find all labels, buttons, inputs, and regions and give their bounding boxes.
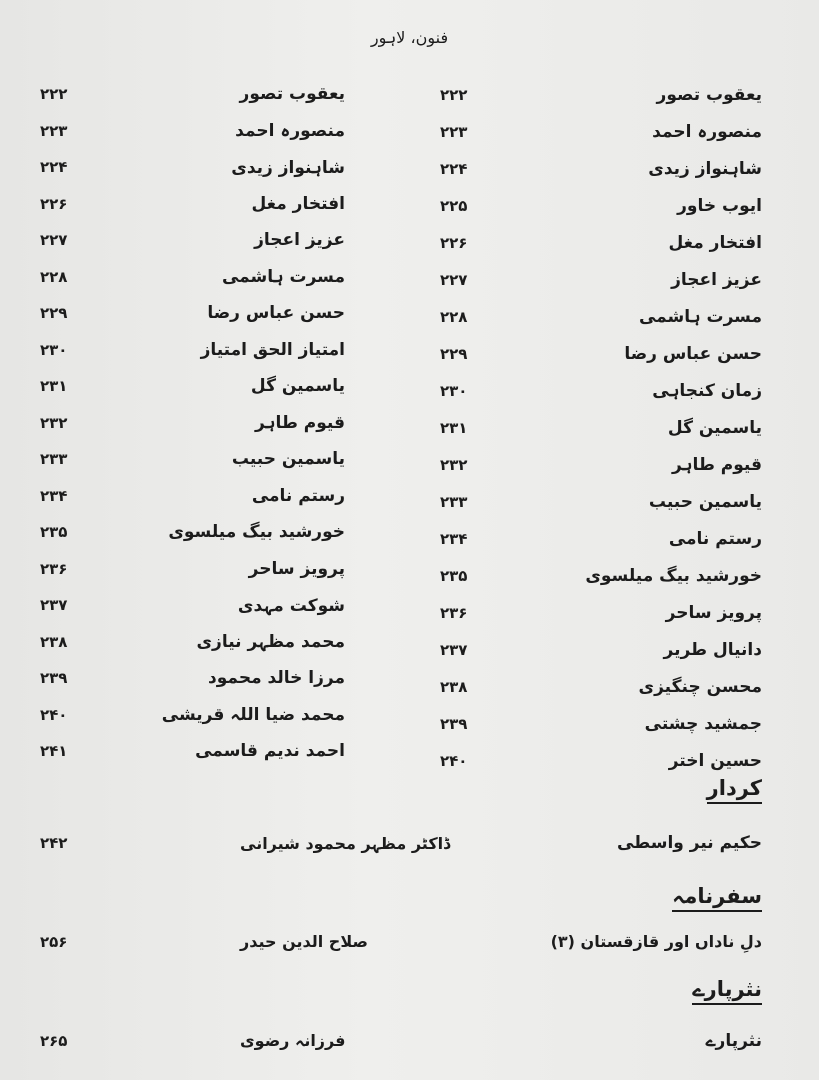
toc-entry bbox=[40, 149, 345, 186]
entry-title: مسرت ہاشمی bbox=[638, 307, 762, 327]
toc-entry bbox=[40, 76, 345, 113]
entry-page: ۲۳۳ bbox=[40, 450, 68, 469]
entry-title: خورشید بیگ میلسوی bbox=[168, 522, 345, 543]
entry-title: حکیم نیر واسطی bbox=[616, 833, 762, 853]
entry-title: دلِ ناداں اور قازقستان (۳) bbox=[550, 932, 762, 951]
toc-right-column bbox=[440, 76, 762, 779]
entry-title: محمد مظہر نیازی bbox=[196, 632, 345, 653]
entry-page: ۲۳۲ bbox=[440, 455, 468, 474]
toc-entry bbox=[40, 186, 345, 223]
entry-title: پرویز ساحر bbox=[248, 558, 345, 579]
entry-title: افتخار مغل bbox=[251, 193, 345, 214]
entry-page: ۲۳۰ bbox=[440, 381, 468, 400]
entry-title: محسن چنگیزی bbox=[638, 676, 762, 697]
entry-title: یاسمین گل bbox=[667, 417, 762, 438]
entry-page: ۲۲۹ bbox=[40, 304, 68, 323]
toc-entry bbox=[440, 705, 762, 742]
section-heading-nasrpare: نثرپارے bbox=[692, 977, 762, 1005]
toc-entry bbox=[440, 335, 762, 372]
entry-title: حسن عباس رضا bbox=[624, 343, 762, 364]
entry-page: ۲۲۶ bbox=[40, 194, 68, 213]
toc-entry bbox=[40, 441, 345, 478]
entry-page: ۲۳۷ bbox=[40, 596, 68, 615]
entry-author: فرزانہ رضوی bbox=[240, 1031, 346, 1050]
entry-title: خورشید بیگ میلسوی bbox=[585, 565, 762, 586]
entry-page: ۲۳۵ bbox=[440, 566, 468, 585]
entry-page: ۲۳۵ bbox=[40, 523, 68, 542]
entry-title: قیوم طاہر bbox=[254, 413, 345, 434]
entry-page: ۲۲۶ bbox=[440, 233, 468, 252]
entry-title: پرویز ساحر bbox=[665, 602, 762, 623]
toc-entry bbox=[40, 624, 345, 661]
entry-page: ۲۲۲ bbox=[40, 85, 68, 104]
entry-title: شوکت مہدی bbox=[237, 595, 345, 616]
entry-title: شاہنواز زیدی bbox=[648, 159, 762, 179]
entry-title: حسین اختر bbox=[668, 750, 762, 771]
toc-entry bbox=[40, 222, 345, 259]
entry-page: ۲۳۳ bbox=[440, 492, 468, 511]
entry-page: ۲۴۰ bbox=[40, 705, 68, 724]
toc-entry bbox=[440, 150, 762, 187]
entry-title: افتخار مغل bbox=[668, 232, 762, 253]
entry-title: ایوب خاور bbox=[677, 195, 762, 216]
toc-entry bbox=[40, 368, 345, 405]
toc-entry bbox=[40, 259, 345, 296]
toc-entry bbox=[40, 660, 345, 697]
entry-page: ۲۲۷ bbox=[440, 270, 468, 289]
entry-title: جمشید چشتی bbox=[644, 713, 762, 734]
running-header: فنون، لاہور bbox=[370, 28, 449, 47]
entry-title: امتیاز الحق امتیاز bbox=[200, 339, 345, 360]
toc-left-column bbox=[40, 76, 345, 770]
entry-page: ۲۶۵ bbox=[40, 1031, 68, 1050]
entry-title: شاہنواز زیدی bbox=[231, 157, 345, 178]
entry-title: منصورہ احمد bbox=[235, 121, 345, 142]
entry-title: قیوم طاہر bbox=[671, 455, 762, 475]
entry-title: رستم نامی bbox=[668, 528, 762, 549]
entry-page: ۲۲۲ bbox=[440, 85, 468, 104]
entry-title: عزیز اعجاز bbox=[671, 269, 762, 290]
section-heading-safarnama: سفرنامہ bbox=[672, 884, 762, 912]
entry-page: ۲۳۰ bbox=[40, 340, 68, 359]
entry-page: ۲۴۲ bbox=[40, 834, 68, 852]
toc-entry bbox=[440, 113, 762, 150]
entry-page: ۲۵۶ bbox=[40, 932, 68, 951]
entry-page: ۲۳۷ bbox=[440, 640, 468, 659]
toc-entry bbox=[40, 405, 345, 442]
entry-author: ڈاکٹر مظہر محمود شیرانی bbox=[240, 833, 451, 853]
entry-page: ۲۳۸ bbox=[40, 632, 68, 651]
toc-entry-nasrpare bbox=[40, 1030, 762, 1051]
entry-page: ۲۲۳ bbox=[440, 122, 468, 141]
entry-page: ۲۳۱ bbox=[440, 418, 468, 437]
entry-author: صلاح الدین حیدر bbox=[240, 932, 368, 951]
toc-entry bbox=[40, 332, 345, 369]
entry-title: مسرت ہاشمی bbox=[221, 267, 345, 288]
entry-title: احمد ندیم قاسمی bbox=[195, 741, 345, 762]
toc-entry bbox=[40, 733, 345, 770]
entry-page: ۲۳۹ bbox=[440, 714, 468, 733]
entry-title: حسن عباس رضا bbox=[207, 303, 345, 324]
entry-page: ۲۲۴ bbox=[440, 159, 468, 178]
toc-entry bbox=[440, 594, 762, 631]
entry-page: ۲۴۰ bbox=[440, 751, 468, 770]
section-heading-kirdar: کردار bbox=[707, 776, 762, 804]
toc-entry-kirdar bbox=[40, 833, 762, 853]
toc-entry bbox=[440, 557, 762, 594]
entry-page: ۲۳۴ bbox=[440, 529, 468, 548]
toc-entry bbox=[440, 446, 762, 483]
toc-entry bbox=[440, 298, 762, 335]
toc-entry bbox=[440, 409, 762, 446]
toc-entry bbox=[440, 668, 762, 705]
entry-title: یعقوب تصور bbox=[656, 84, 762, 105]
entry-page: ۲۳۱ bbox=[40, 377, 68, 396]
toc-entry bbox=[440, 483, 762, 520]
entry-page: ۲۲۸ bbox=[40, 267, 68, 286]
entry-title: رستم نامی bbox=[251, 485, 345, 506]
entry-page: ۲۲۸ bbox=[440, 307, 468, 326]
entry-title: عزیز اعجاز bbox=[254, 230, 345, 251]
entry-title: محمد ضیا اللہ قریشی bbox=[161, 705, 345, 726]
entry-title: یاسمین حبیب bbox=[648, 491, 762, 512]
entry-title: دانیال طریر bbox=[663, 639, 762, 660]
toc-entry-safarnama bbox=[40, 932, 762, 951]
toc-entry bbox=[440, 372, 762, 409]
entry-title: نثرپارے bbox=[705, 1031, 762, 1051]
toc-entry bbox=[440, 224, 762, 261]
toc-entry bbox=[40, 697, 345, 734]
toc-entry bbox=[40, 587, 345, 624]
entry-page: ۲۳۲ bbox=[40, 413, 68, 432]
entry-title: منصورہ احمد bbox=[652, 122, 762, 142]
toc-entry bbox=[40, 514, 345, 551]
toc-entry bbox=[440, 187, 762, 224]
entry-title: زمان کنجاہی bbox=[652, 381, 762, 401]
toc-entry bbox=[40, 295, 345, 332]
entry-page: ۲۲۷ bbox=[40, 231, 68, 250]
toc-entry bbox=[40, 551, 345, 588]
toc-entry bbox=[440, 261, 762, 298]
toc-entry bbox=[440, 76, 762, 113]
toc-entry bbox=[440, 742, 762, 779]
entry-title: یاسمین حبیب bbox=[231, 449, 345, 470]
toc-entry bbox=[40, 478, 345, 515]
entry-page: ۲۲۳ bbox=[40, 121, 68, 140]
entry-title: یعقوب تصور bbox=[239, 84, 345, 105]
entry-page: ۲۳۴ bbox=[40, 486, 68, 505]
entry-page: ۲۴۱ bbox=[40, 742, 68, 761]
toc-entry bbox=[440, 631, 762, 668]
entry-page: ۲۲۵ bbox=[440, 196, 468, 215]
entry-page: ۲۳۶ bbox=[40, 559, 68, 578]
entry-page: ۲۲۴ bbox=[40, 158, 68, 177]
entry-page: ۲۳۹ bbox=[40, 669, 68, 688]
entry-page: ۲۲۹ bbox=[440, 344, 468, 363]
entry-page: ۲۳۶ bbox=[440, 603, 468, 622]
entry-title: یاسمین گل bbox=[250, 376, 345, 397]
entry-title: مرزا خالد محمود bbox=[208, 668, 345, 689]
toc-entry bbox=[440, 520, 762, 557]
entry-page: ۲۳۸ bbox=[440, 677, 468, 696]
toc-entry bbox=[40, 113, 345, 150]
